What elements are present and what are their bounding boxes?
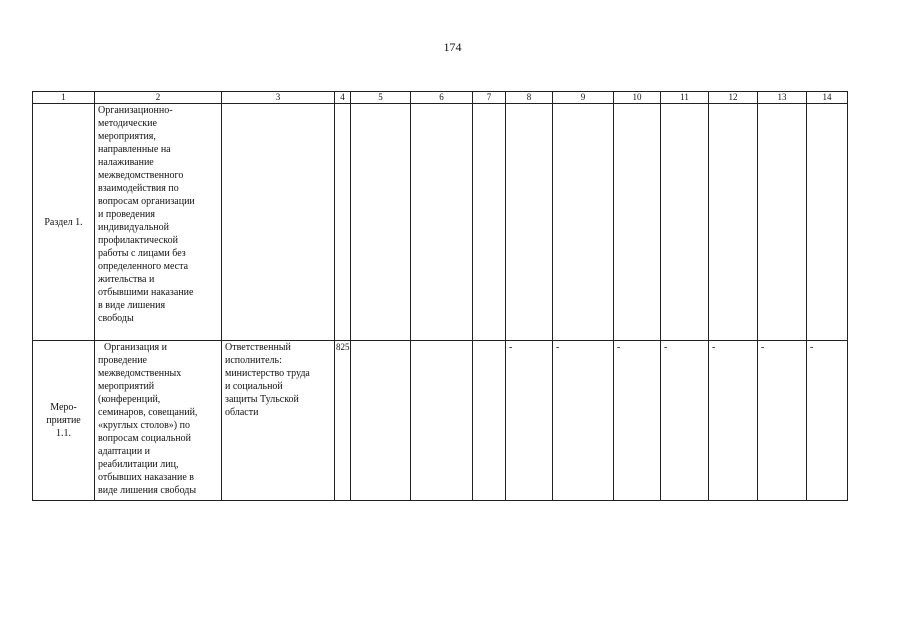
column-header: 3 bbox=[222, 92, 335, 104]
section-description bbox=[95, 104, 222, 341]
table-cell bbox=[614, 104, 661, 341]
table-cell: - bbox=[614, 341, 661, 501]
text-line: отбывшими наказание bbox=[98, 287, 194, 298]
program-table bbox=[32, 91, 848, 501]
text-line: межведомственных bbox=[98, 368, 182, 379]
text-line: адаптации и bbox=[98, 446, 151, 457]
text-line: исполнитель: bbox=[225, 355, 282, 366]
text-line: налаживание bbox=[98, 157, 154, 168]
column-header: 5 bbox=[351, 92, 411, 104]
table-cell bbox=[807, 104, 848, 341]
text-line: семинаров, совещаний, bbox=[98, 407, 198, 418]
table-cell bbox=[758, 104, 807, 341]
text-line: определенного места bbox=[98, 261, 189, 272]
activity-executor bbox=[222, 341, 335, 501]
text-line: межведомственного bbox=[98, 170, 184, 181]
column-header: 7 bbox=[473, 92, 506, 104]
column-header: 10 bbox=[614, 92, 661, 104]
text-line: Организация и bbox=[104, 342, 168, 353]
table-cell bbox=[351, 104, 411, 341]
column-header: 1 bbox=[33, 92, 95, 104]
column-header: 11 bbox=[661, 92, 709, 104]
table-cell bbox=[351, 341, 411, 501]
column-header: 2 bbox=[95, 92, 222, 104]
table-cell: - bbox=[709, 341, 758, 501]
column-header: 8 bbox=[506, 92, 553, 104]
text-line: области bbox=[225, 407, 259, 418]
text-line: вопросам социальной bbox=[98, 433, 192, 444]
text-line: защиты Тульской bbox=[225, 394, 299, 405]
text-line: мероприятий bbox=[98, 381, 155, 392]
text-line: приятие bbox=[46, 415, 81, 426]
table-cell bbox=[661, 104, 709, 341]
text-line: жительства и bbox=[98, 274, 155, 285]
table-cell: - bbox=[807, 341, 848, 501]
text-line: министерство труда bbox=[225, 368, 310, 379]
section-label: Раздел 1. bbox=[33, 104, 95, 341]
table-cell bbox=[473, 341, 506, 501]
text-line: Меро- bbox=[50, 402, 77, 413]
text-line: работы с лицами без bbox=[98, 248, 186, 259]
table-cell bbox=[473, 104, 506, 341]
activity-description bbox=[95, 341, 222, 501]
text-line: виде лишения свободы bbox=[98, 485, 197, 496]
text-line: отбывших наказание в bbox=[98, 472, 195, 483]
text-line: 1.1. bbox=[56, 428, 71, 439]
text-line: индивидуальной bbox=[98, 222, 169, 233]
text-line: мероприятия, bbox=[98, 131, 156, 142]
column-header: 12 bbox=[709, 92, 758, 104]
text-line: и проведения bbox=[98, 209, 156, 220]
text-line: Организационно- bbox=[98, 105, 173, 116]
column-header: 9 bbox=[553, 92, 614, 104]
text-line: вопросам организации bbox=[98, 196, 195, 207]
table-cell bbox=[709, 104, 758, 341]
text-line: (конференций, bbox=[98, 394, 161, 405]
page-number: 174 bbox=[443, 40, 462, 54]
text-line: направленные на bbox=[98, 144, 171, 155]
table-cell bbox=[222, 104, 335, 341]
column-header: 13 bbox=[758, 92, 807, 104]
table-cell: - bbox=[661, 341, 709, 501]
column-header: 4 bbox=[335, 92, 351, 104]
text-line: и социальной bbox=[225, 381, 283, 392]
column-header: 14 bbox=[807, 92, 848, 104]
text-line: профилактической bbox=[98, 235, 178, 246]
activity-code: 825 bbox=[335, 341, 351, 501]
activity-label bbox=[33, 341, 95, 501]
table-cell bbox=[411, 104, 473, 341]
text-line: в виде лишения bbox=[98, 300, 166, 311]
table-cell bbox=[411, 341, 473, 501]
text-line: Ответственный bbox=[225, 342, 291, 353]
text-line: реабилитации лиц, bbox=[98, 459, 179, 470]
activity-row bbox=[33, 341, 848, 501]
table-cell: - bbox=[553, 341, 614, 501]
table-cell: - bbox=[758, 341, 807, 501]
column-header-row bbox=[33, 92, 848, 104]
text-line: методические bbox=[98, 118, 157, 129]
text-line: проведение bbox=[98, 355, 147, 366]
column-header: 6 bbox=[411, 92, 473, 104]
text-line: свободы bbox=[98, 313, 134, 324]
text-line: «круглых столов») по bbox=[98, 420, 190, 431]
section-row bbox=[33, 104, 848, 341]
table-cell: - bbox=[506, 341, 553, 501]
table-cell bbox=[553, 104, 614, 341]
table-cell bbox=[335, 104, 351, 341]
text-line: взаимодействия по bbox=[98, 183, 179, 194]
table-cell bbox=[506, 104, 553, 341]
